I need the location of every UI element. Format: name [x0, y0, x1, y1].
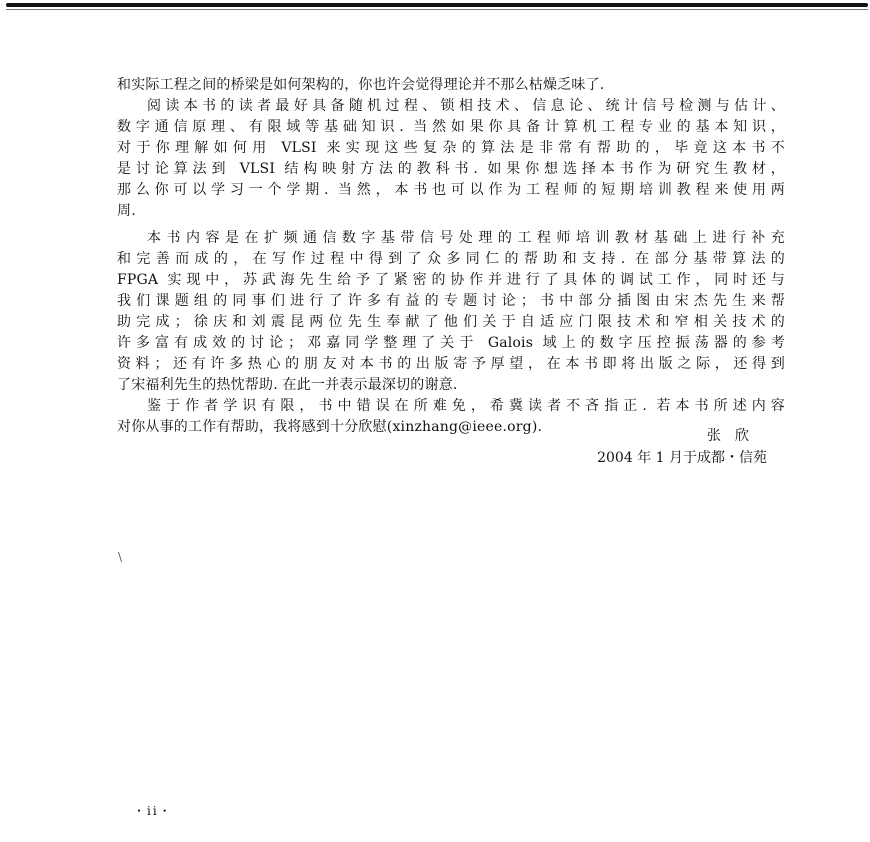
text-line: 周. [117, 203, 136, 219]
text-line: 对于你理解如何用 VLSI 来实现这些复杂的算法是非常有帮助的，毕竟这本书不 [117, 140, 785, 156]
page-number: ・ii・ [133, 804, 173, 818]
signature-date-place: 2004 年 1 月于成都・信苑 [597, 450, 767, 466]
text-line: 本书内容是在扩频通信数字基带信号处理的工程师培训教材基础上进行补充 [147, 230, 785, 246]
text-line: 鉴于作者学识有限，书中错误在所难免，希冀读者不吝指正. 若本书所述内容 [147, 398, 785, 414]
text-line: 对你从事的工作有帮助，我将感到十分欣慰(xinzhang@ieee.org). [117, 419, 543, 435]
top-rule [6, 3, 868, 7]
text-line: 是讨论算法到 VLSI 结构映射方法的教科书. 如果你想选择本书作为研究生教材， [117, 161, 785, 177]
text-line: 那么你可以学习一个学期. 当然，本书也可以作为工程师的短期培训教程来使用两 [117, 182, 785, 198]
text-line: 和实际工程之间的桥梁是如何架构的，你也许会觉得理论并不那么枯燥乏味了. [117, 77, 605, 93]
paragraph-acknowledgements [117, 228, 785, 396]
text-line: 我们课题组的同事们进行了许多有益的专题讨论；书中部分插图由宋杰先生来帮 [117, 293, 785, 309]
signature-block [597, 425, 767, 469]
text-line: 助完成；徐庆和刘震昆两位先生奉献了他们关于自适应门限技术和窄相关技术的 [117, 314, 785, 330]
text-line: 了宋福利先生的热忱帮助. 在此一并表示最深切的谢意. [117, 377, 458, 393]
paragraph-prerequisites [117, 96, 785, 222]
text-line: FPGA 实现中，苏武海先生给予了紧密的协作并进行了具体的调试工作，同时还与 [117, 272, 785, 288]
top-rule-thin [6, 9, 868, 10]
text-line: 许多富有成效的讨论；邓嘉同学整理了关于 Galois 域上的数字压控振荡器的参考 [117, 335, 785, 351]
text-line: 数字通信原理、有限域等基础知识. 当然如果你具备计算机工程专业的基本知识， [117, 119, 785, 135]
text-line: 资料；还有许多热心的朋友对本书的出版寄予厚望，在本书即将出版之际，还得到 [117, 356, 785, 372]
body-text [117, 75, 785, 438]
text-line: 阅读本书的读者最好具备随机过程、锁相技术、信息论、统计信号检测与估计、 [147, 98, 785, 114]
text-line: 和完善而成的，在写作过程中得到了众多同仁的帮助和支持. 在部分基带算法的 [117, 251, 785, 267]
author-name: 张欣 [707, 428, 763, 444]
stray-mark: \ [118, 550, 123, 564]
paragraph-continuation [117, 75, 785, 96]
